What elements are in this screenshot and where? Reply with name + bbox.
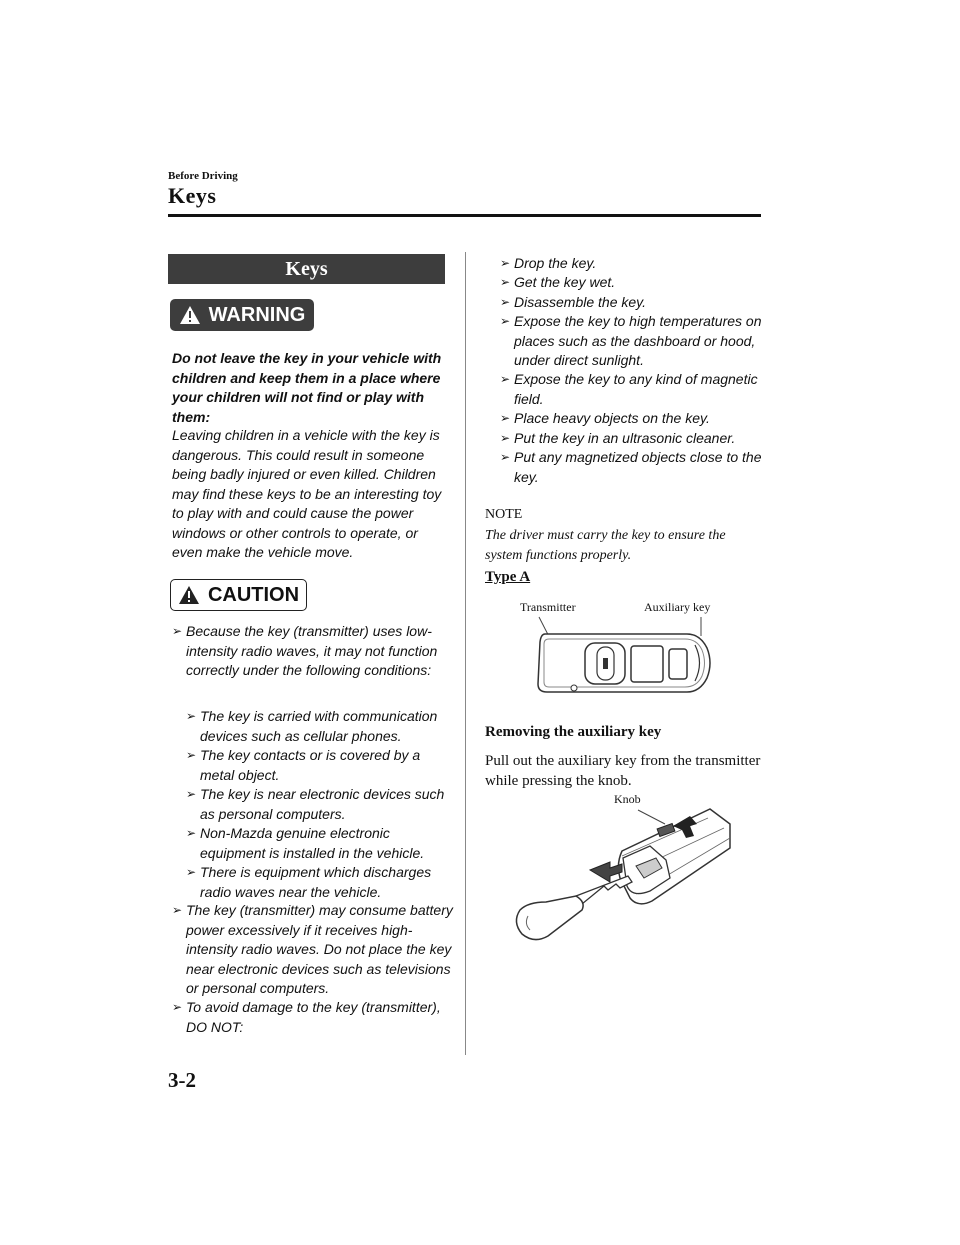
- caution-subitem: [186, 707, 454, 746]
- bullet-marker: ➢: [172, 624, 183, 638]
- warning-body-text: Leaving children in a vehicle with the key is dangerous. This could result in someone being badly injured or even killed. Children may find these keys to be an interesting toy to play with and could cause the power windows or other controls to operate, or even make the vehicle move.: [172, 427, 442, 560]
- removing-heading: Removing the auxiliary key: [485, 724, 662, 740]
- caution-item: [172, 998, 454, 1037]
- bullet-marker: ➢: [500, 372, 511, 386]
- donot-item-text: Put any magnetized objects close to the key.: [514, 449, 762, 485]
- bullet-marker: ➢: [186, 709, 197, 723]
- bullet-marker: ➢: [500, 450, 511, 464]
- caution-item-text: The key is carried with communication devices such as cellular phones.: [200, 708, 438, 744]
- caution-item-text: There is equipment which discharges radio waves near the vehicle.: [200, 864, 432, 900]
- caution-item-text: To avoid damage to the key (transmitter), DO NOT:: [186, 999, 441, 1035]
- bullet-marker: ➢: [500, 256, 511, 270]
- donot-item: [500, 254, 768, 274]
- caution-label-text: CAUTION: [207, 583, 300, 606]
- bullet-marker: ➢: [172, 903, 183, 917]
- figure-label-knob: Knob: [614, 792, 641, 806]
- warning-bold-text: Do not leave the key in your vehicle with children and keep them in a place where your children will not find or play with them:: [172, 350, 442, 425]
- caution-item: [172, 622, 454, 681]
- bullet-marker: ➢: [500, 411, 511, 425]
- warning-icon: [179, 305, 201, 325]
- bullet-marker: ➢: [186, 826, 197, 840]
- caution-item-text: The key contacts or is covered by a metal object.: [200, 747, 421, 783]
- caution-item-text: Non-Mazda genuine electronic equipment is installed in the vehicle.: [200, 825, 425, 861]
- auxiliary-key-removal-illustration: [510, 806, 735, 951]
- key-fob-illustration: [525, 612, 725, 702]
- donot-item: [500, 273, 768, 293]
- warning-label: [170, 299, 314, 331]
- donot-item: [500, 370, 768, 409]
- bullet-marker: ➢: [186, 748, 197, 762]
- note-text: The driver must carry the key to ensure the system functions properly.: [485, 528, 726, 563]
- caution-subitem: [186, 785, 454, 824]
- donot-item: [500, 448, 768, 487]
- caution-subitem: [186, 824, 454, 863]
- bullet-marker: ➢: [172, 1000, 183, 1014]
- caution-item-text: The key is near electronic devices such as personal computers.: [200, 786, 445, 822]
- caution-item: [172, 901, 454, 999]
- donot-item-text: Drop the key.: [514, 255, 597, 271]
- type-a-heading: Type A: [485, 569, 531, 585]
- bullet-marker: ➢: [500, 295, 511, 309]
- donot-item-text: Get the key wet.: [514, 274, 616, 290]
- column-divider: [465, 252, 466, 1055]
- bullet-marker: ➢: [186, 787, 197, 801]
- bullet-marker: ➢: [500, 275, 511, 289]
- note-heading: NOTE: [485, 507, 523, 522]
- chapter-title: Keys: [168, 183, 217, 208]
- removing-text: Pull out the auxiliary key from the transmitter while pressing the knob.: [485, 753, 761, 789]
- caution-item-text: Because the key (transmitter) uses low-intensity radio waves, it may not function correctly under the following conditions:: [186, 623, 438, 678]
- donot-item: [500, 409, 768, 429]
- caution-subitem: [186, 863, 454, 902]
- bullet-marker: ➢: [500, 431, 511, 445]
- section-name: Before Driving: [168, 170, 238, 182]
- donot-item-text: Expose the key to any kind of magnetic field.: [514, 371, 758, 407]
- figure-label-transmitter: Transmitter: [520, 600, 576, 614]
- section-heading-bar: Keys: [168, 254, 445, 284]
- page-number: 3-2: [168, 1068, 196, 1092]
- donot-item-text: Put the key in an ultrasonic cleaner.: [514, 430, 736, 446]
- donot-item-text: Disassemble the key.: [514, 294, 647, 310]
- donot-item: [500, 293, 768, 313]
- donot-item: [500, 312, 768, 371]
- bullet-marker: ➢: [186, 865, 197, 879]
- caution-subitem: [186, 746, 454, 785]
- caution-label: [170, 579, 307, 611]
- caution-icon: [178, 585, 200, 605]
- header-rule: [168, 214, 761, 217]
- donot-item-text: Expose the key to high temperatures on places such as the dashboard or hood, under direct sunlight.: [514, 313, 762, 368]
- figure-label-auxiliary-key: Auxiliary key: [644, 600, 711, 614]
- bullet-marker: ➢: [500, 314, 511, 328]
- donot-item-text: Place heavy objects on the key.: [514, 410, 710, 426]
- caution-item-text: The key (transmitter) may consume battery power excessively if it receives high-intensity radio waves. Do not place the key near electronic devices such as televisions or personal computers.: [186, 902, 453, 996]
- donot-item: [500, 429, 768, 449]
- warning-label-text: WARNING: [208, 303, 306, 326]
